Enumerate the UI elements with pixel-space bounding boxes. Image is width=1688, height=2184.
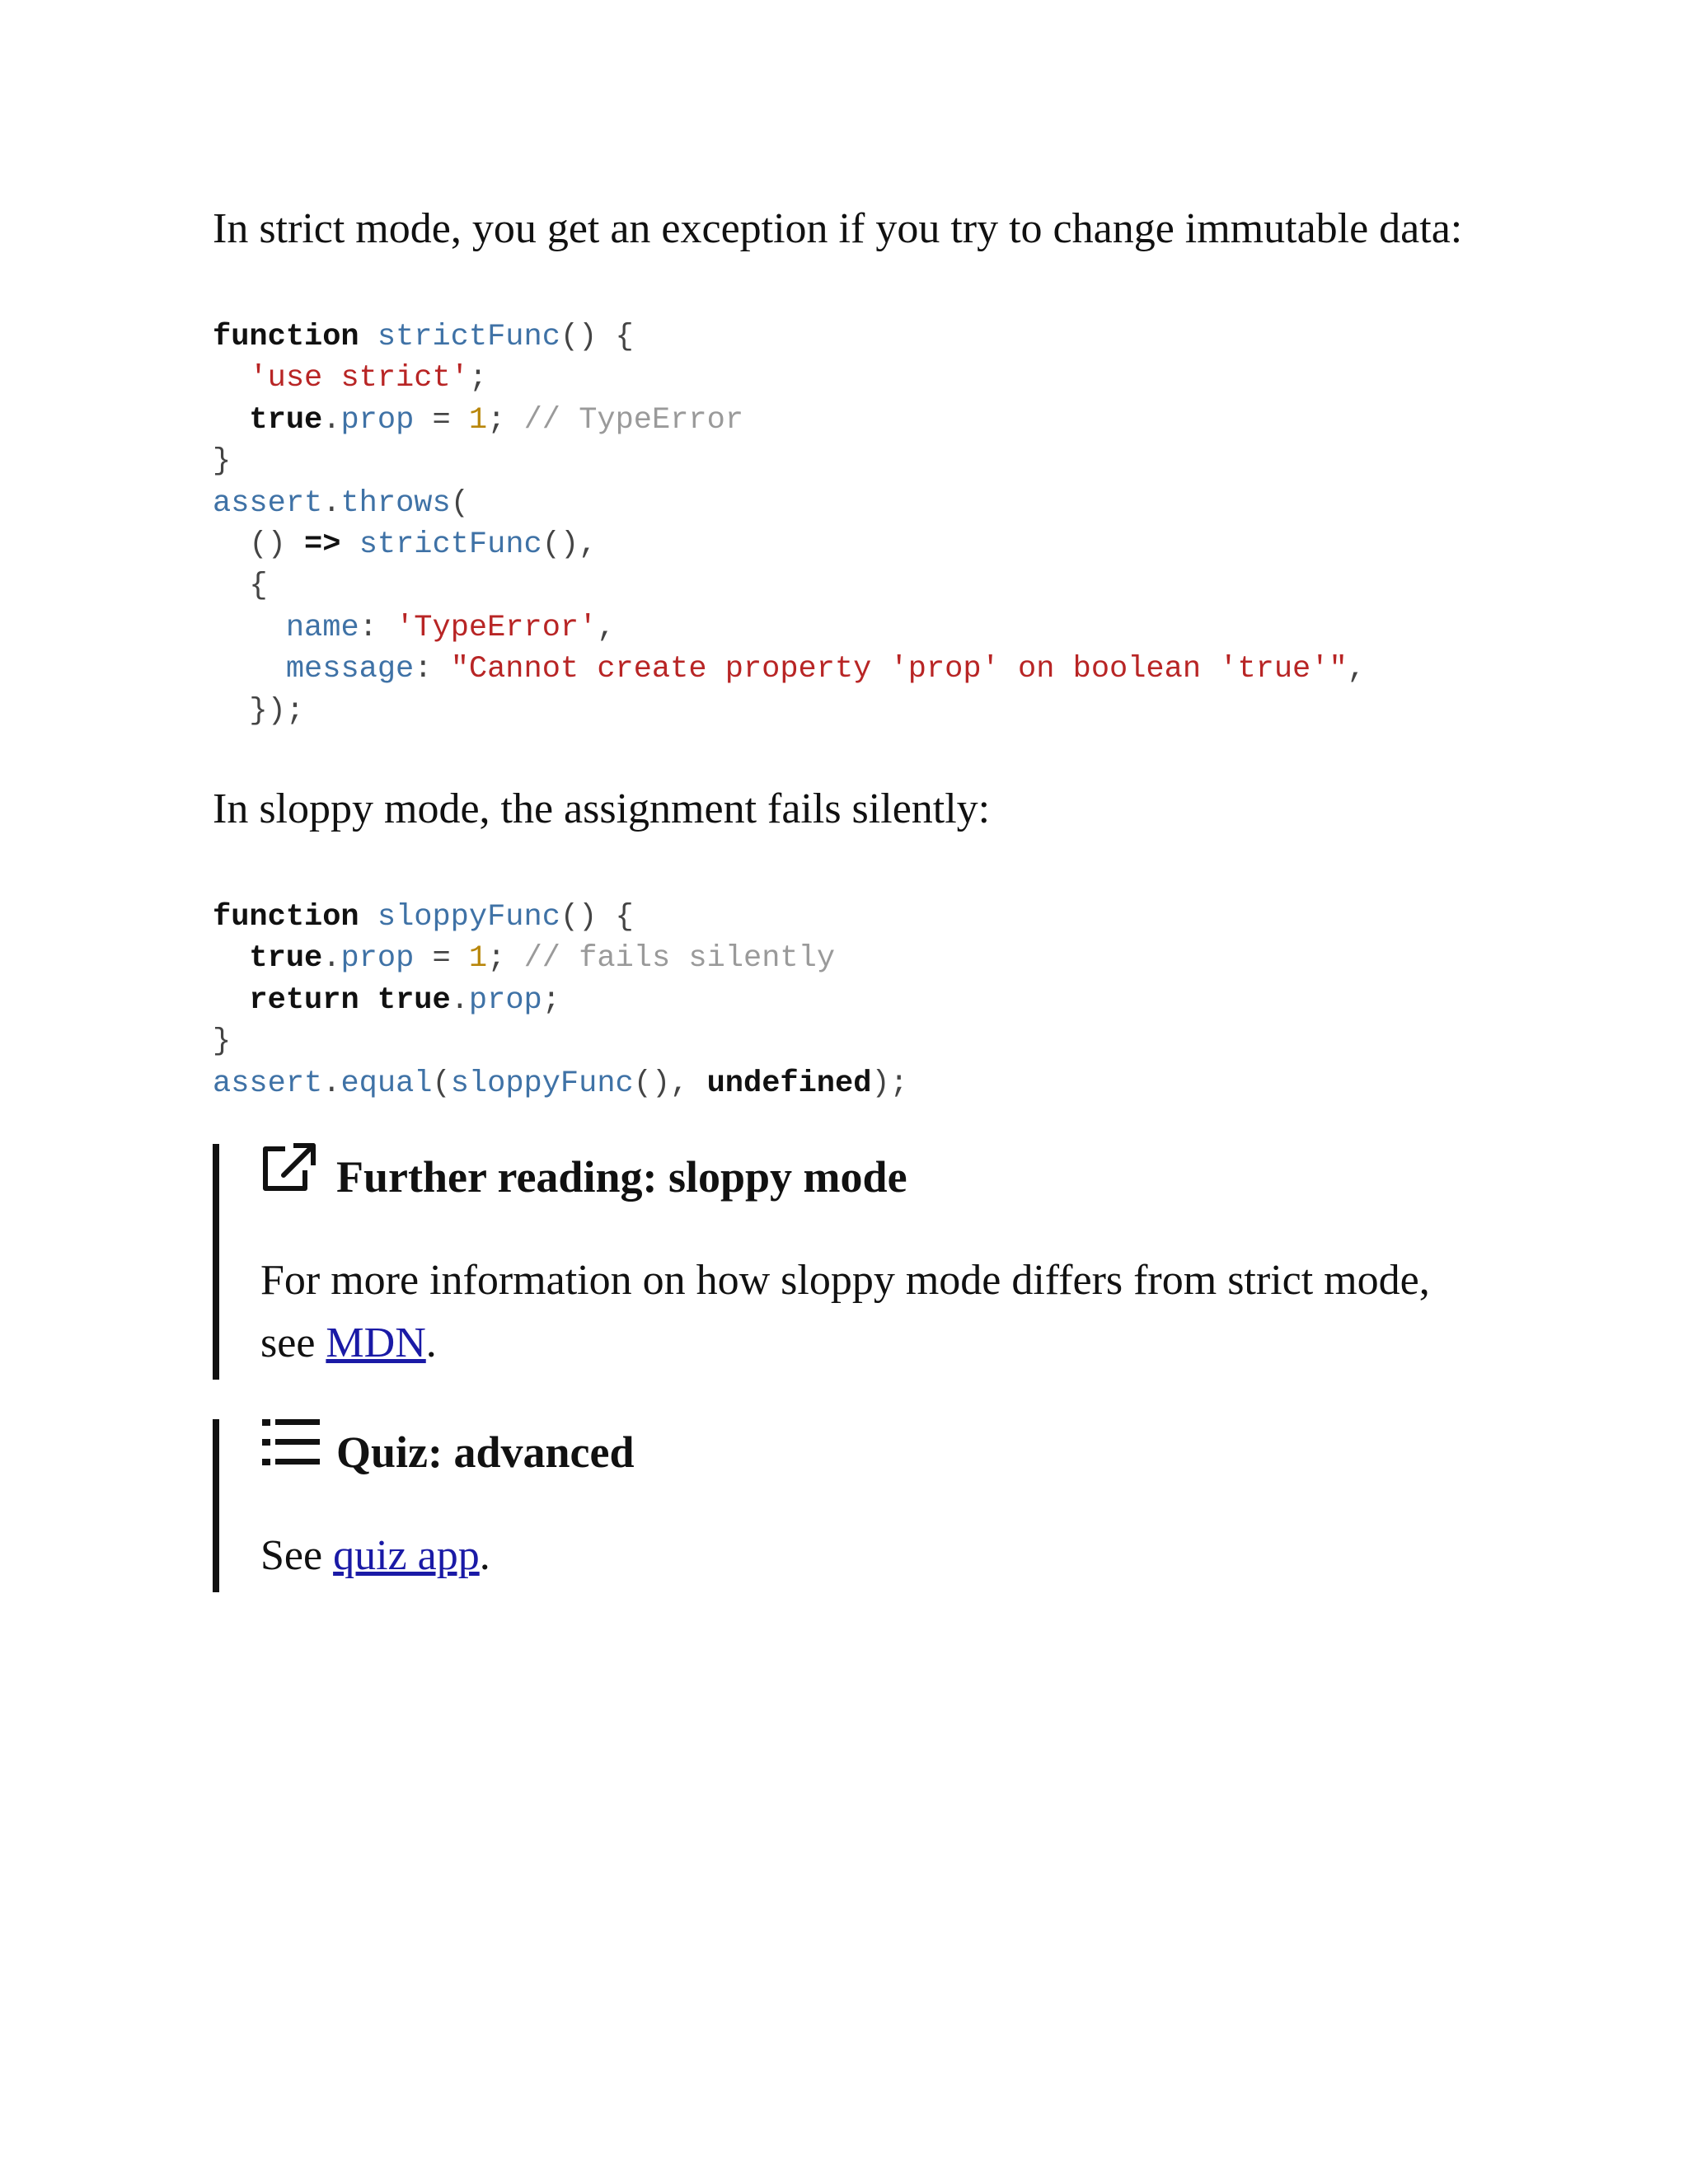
code-method: throws xyxy=(340,485,451,521)
code-punct: (), xyxy=(542,527,598,563)
code-line xyxy=(213,897,1482,938)
sloppy-mode-paragraph: In sloppy mode, the assignment fails silently: xyxy=(213,785,991,833)
callout-body-end: . xyxy=(425,1319,437,1367)
code-line xyxy=(213,1063,1482,1104)
document-page xyxy=(213,198,1482,1592)
code-punct: ; xyxy=(487,402,506,438)
code-line xyxy=(213,358,1482,399)
code-line xyxy=(213,607,1482,649)
code-punct: () { xyxy=(560,900,634,935)
callout-body-end: . xyxy=(479,1532,490,1580)
code-function-name: sloppyFunc xyxy=(377,900,560,935)
code-number: 1 xyxy=(468,402,488,438)
code-punct: . xyxy=(322,485,341,521)
code-punct: ; xyxy=(487,941,506,977)
code-property: prop xyxy=(340,402,415,438)
code-punct: , xyxy=(597,610,616,645)
strict-mode-code-block xyxy=(213,316,1482,732)
code-keyword: undefined xyxy=(706,1066,872,1101)
code-line xyxy=(213,483,1482,524)
code-line xyxy=(213,980,1482,1021)
code-keyword: true xyxy=(377,982,451,1018)
quiz-app-link[interactable]: quiz app xyxy=(333,1532,480,1580)
code-function-name: sloppyFunc xyxy=(450,1066,634,1101)
callout-header xyxy=(260,1419,1482,1485)
code-punct: ( xyxy=(432,1066,451,1101)
code-punct: }); xyxy=(249,693,305,729)
code-keyword: true xyxy=(249,941,323,977)
callout-body xyxy=(260,1525,1482,1592)
code-function-name: strictFunc xyxy=(377,320,560,354)
code-key: message xyxy=(285,652,415,687)
code-operator: = xyxy=(414,402,469,438)
code-comment: // TypeError xyxy=(523,402,744,438)
code-number: 1 xyxy=(468,941,488,977)
code-line xyxy=(213,400,1482,441)
further-reading-callout xyxy=(213,1144,1482,1380)
code-function-name: strictFunc xyxy=(359,527,542,563)
callout-title: Further reading: sloppy mode xyxy=(336,1152,907,1202)
quiz-callout xyxy=(213,1419,1482,1592)
code-keyword: true xyxy=(249,402,323,438)
callout-body-text: For more information on how sloppy mode differs from strict mode, see xyxy=(260,1257,1430,1367)
code-punct: : xyxy=(359,610,396,645)
callout-body-text: See xyxy=(260,1532,334,1580)
code-identifier: assert xyxy=(213,1066,323,1101)
code-punct: ( xyxy=(450,485,469,521)
code-keyword: return xyxy=(249,982,359,1018)
code-punct: . xyxy=(450,982,469,1018)
external-link-icon xyxy=(260,1141,320,1193)
code-keyword: function xyxy=(213,320,359,354)
code-string: "Cannot create property 'prop' on boolean 'true'" xyxy=(450,652,1348,687)
code-line xyxy=(213,565,1482,607)
mdn-link[interactable]: MDN xyxy=(326,1319,426,1367)
code-property: prop xyxy=(340,941,415,977)
callout-body xyxy=(260,1249,1482,1380)
code-line xyxy=(213,316,1482,358)
code-punct: , xyxy=(1347,652,1366,687)
code-operator: = xyxy=(414,941,469,977)
code-line xyxy=(213,441,1482,482)
code-line xyxy=(213,524,1482,565)
callout-header xyxy=(260,1144,1482,1210)
code-punct: : xyxy=(414,652,451,687)
code-line xyxy=(213,1021,1482,1062)
code-punct: } xyxy=(213,1024,232,1060)
list-icon xyxy=(260,1416,320,1469)
code-string: 'use strict' xyxy=(249,361,469,396)
code-punct: . xyxy=(322,402,341,438)
code-keyword: function xyxy=(213,900,359,935)
code-property: prop xyxy=(468,982,542,1018)
code-punct: (), xyxy=(633,1066,707,1101)
code-string: 'TypeError' xyxy=(396,610,598,645)
code-punct: () xyxy=(249,527,305,563)
code-line xyxy=(213,938,1482,979)
code-comment: // fails silently xyxy=(523,941,836,977)
code-method: equal xyxy=(340,1066,433,1101)
code-line xyxy=(213,649,1482,690)
code-identifier: assert xyxy=(213,485,323,521)
code-punct: ; xyxy=(468,361,488,396)
code-punct: ; xyxy=(542,982,560,1018)
code-punct: { xyxy=(249,569,268,604)
sloppy-mode-code-block xyxy=(213,897,1482,1104)
code-arrow: => xyxy=(304,527,341,563)
code-punct: . xyxy=(322,1066,341,1101)
code-key: name xyxy=(285,610,359,645)
strict-mode-paragraph: In strict mode, you get an exception if you try to change immutable data: xyxy=(213,205,1463,252)
callout-title: Quiz: advanced xyxy=(336,1427,635,1478)
code-punct: () { xyxy=(560,320,634,354)
code-line xyxy=(213,691,1482,732)
code-punct: ); xyxy=(871,1066,908,1101)
code-punct: } xyxy=(213,444,232,480)
code-punct: . xyxy=(322,941,341,977)
